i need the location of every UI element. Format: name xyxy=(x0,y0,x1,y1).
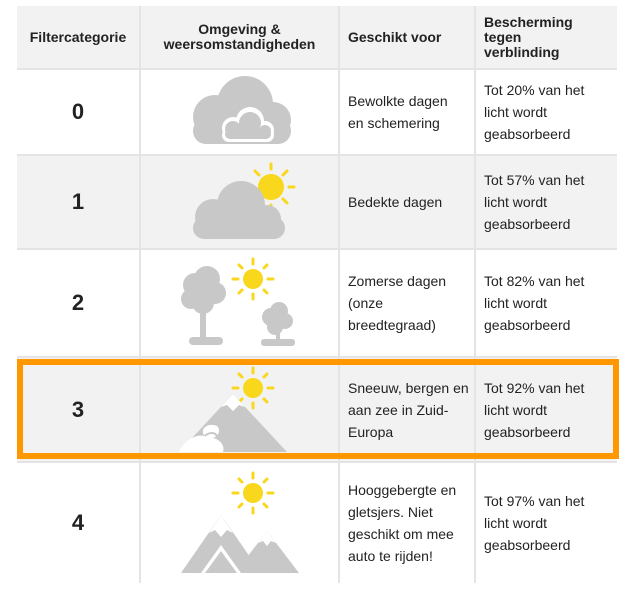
protection-label: Tot 82% van het licht wordt geabsorbeerd xyxy=(484,273,585,333)
protection-text xyxy=(476,156,617,248)
cloud-sun-icon xyxy=(141,156,338,248)
category-number: 3 xyxy=(17,358,139,461)
suitable-for-text xyxy=(340,70,474,154)
suitable-for-text xyxy=(340,463,474,583)
protection-text xyxy=(476,250,617,356)
protection-text xyxy=(476,70,617,154)
category-number: 4 xyxy=(17,463,139,583)
suitable-for-label: Bewolkte dagen en schemering xyxy=(348,93,448,131)
header-environment-text: Omgeving & weersomstandigheden xyxy=(163,21,316,52)
suitable-for-label: Zomerse dagen (onze breedtegraad) xyxy=(348,273,447,333)
category-number: 2 xyxy=(17,250,139,356)
protection-label: Tot 92% van het licht wordt geabsorbeerd xyxy=(484,379,585,440)
suitable-for-label: Hooggebergte en gletsjers. Niet geschikt om mee auto te rijden! xyxy=(348,482,457,564)
suitable-for-text xyxy=(340,250,474,356)
cloudy-icon xyxy=(141,70,338,154)
category-number: 0 xyxy=(17,70,139,154)
protection-label: Tot 97% van het licht wordt geabsorbeerd xyxy=(484,493,585,553)
trees-sun-icon xyxy=(141,250,338,356)
filter-category-table xyxy=(17,6,617,583)
suitable-for-label: Bedekte dagen xyxy=(348,194,443,210)
protection-label: Tot 20% van het licht wordt geabsorbeerd xyxy=(484,82,585,142)
highlight-frame xyxy=(17,359,619,459)
header-suitable-for: Geschikt voor xyxy=(340,6,474,68)
header-protection xyxy=(476,6,617,68)
protection-text xyxy=(476,463,617,583)
category-number: 1 xyxy=(17,156,139,248)
protection-label: Tot 57% van het licht wordt geabsorbeerd xyxy=(484,172,585,232)
high-mountain-sun-icon xyxy=(141,463,338,583)
header-environment xyxy=(141,6,338,68)
suitable-for-label: Sneeuw, bergen en aan zee in Zuid-Europa xyxy=(348,379,469,440)
header-filter-category: Filtercategorie xyxy=(17,6,139,68)
suitable-for-text xyxy=(340,156,474,248)
header-protection-text: Bescherming tegen verblinding xyxy=(484,13,573,60)
